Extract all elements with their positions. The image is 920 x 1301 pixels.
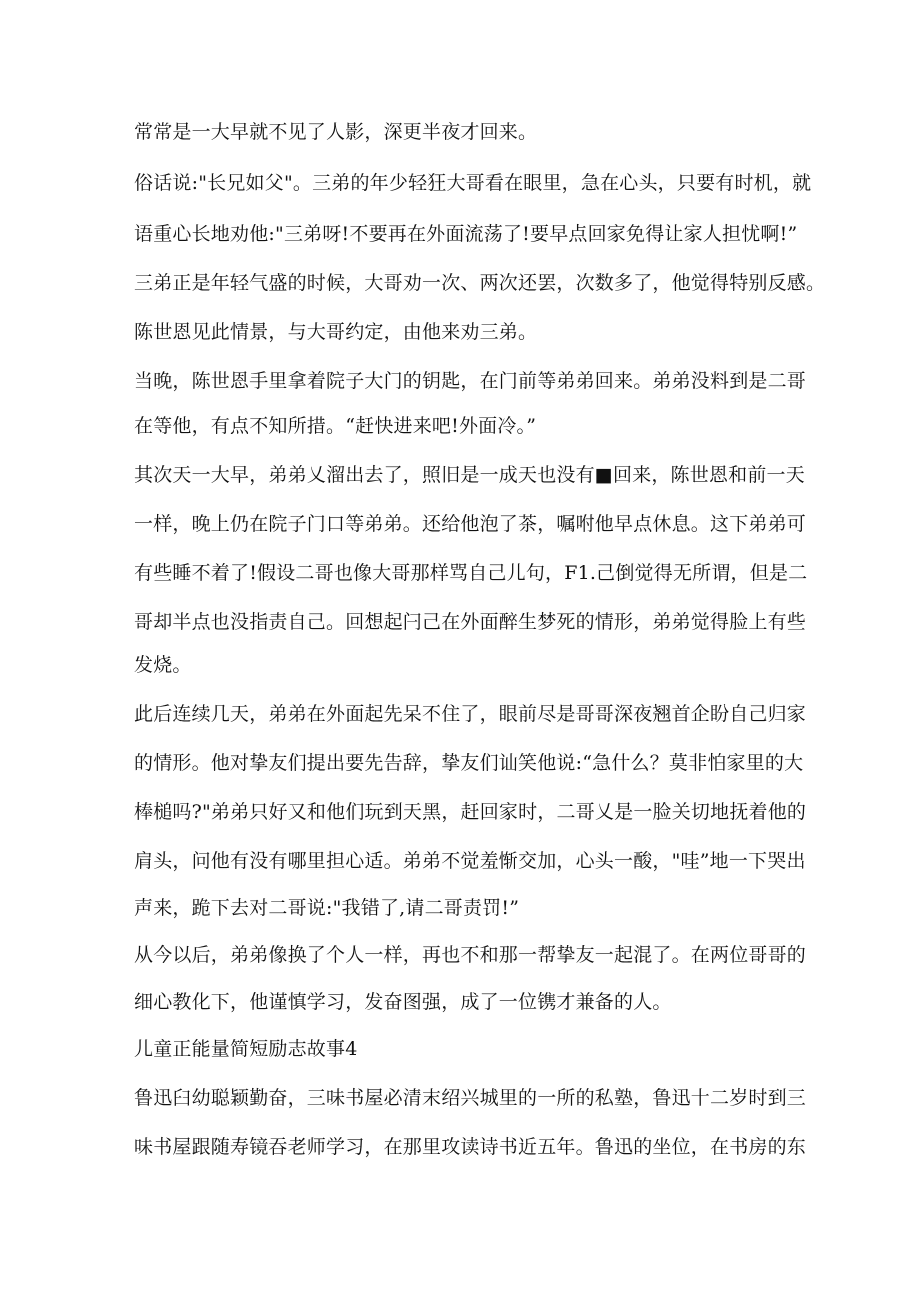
text-line: 其次天一大早，弟弟乂溜出去了，照旧是一成天也没有■回来，陈世恩和前一天 xyxy=(134,464,805,486)
text-line: 鲁迅臼幼聪颖勤奋，三味书屋必清末绍兴城里的一所的私塾，鲁迅十二岁时到三 xyxy=(134,1087,807,1109)
text-line: 俗话说:"长兄如父"。三弟的年少轻狂大哥看在眼里，急在心头，只要有时机，就 xyxy=(134,172,812,194)
text-line: 细心教化下，他谨慎学习，发奋图强，成了一位镌才兼备的人。 xyxy=(134,991,672,1013)
text-line: 在等他，有点不知所措。“赶快进来吧!外面冷。” xyxy=(134,415,537,437)
text-line: 陈世恩见此情景，与大哥约定，由他来劝三弟。 xyxy=(134,321,538,343)
text-line: 从今以后，弟弟像换了个人一样，再也不和那一帮挚友一起混了。在两位哥哥的 xyxy=(134,944,807,966)
section-heading: 儿童正能量简短励志故事4 xyxy=(134,1038,358,1060)
text-line: 常常是一大早就不见了人影，深更半夜才回来。 xyxy=(134,121,538,143)
text-line: 哥却半点也没指责自己。回想起闩己在外面醉生梦死的情形，弟弟觉得脸上有些 xyxy=(134,611,807,633)
text-line: 三弟正是年轻气盛的时候，大哥劝一次、两次还罢，次数多了，他觉得特别反感。 xyxy=(134,272,826,294)
text-line: 一样，晚上仍在院子门口等弟弟。还给他泡了茶，嘱咐他早点休息。这下弟弟可 xyxy=(134,513,807,535)
text-line: 此后连续几天，弟弟在外面起先呆不住了，眼前尽是哥哥深夜翘首企盼自己归家 xyxy=(134,703,807,725)
text-line: 当晚，陈世恩手里拿着院子大门的钥匙，在门前等弟弟回来。弟弟没料到是二哥 xyxy=(134,370,807,392)
text-line: 发烧。 xyxy=(134,654,192,676)
text-line: 味书屋跟随寿镜吞老师学习，在那里攻读诗书近五年。鲁迅的坐位，在书房的东 xyxy=(134,1136,807,1158)
text-line: 语重心长地劝他:"三弟呀!不要再在外面流荡了!要早点回家免得让家人担忧啊!” xyxy=(134,223,798,245)
text-line: 的情形。他对挚友们提出要先告辞，挚友们讪笑他说:“急什么？莫非怕家里的大 xyxy=(134,752,804,774)
text-line: 声来，跪下去对二哥说:"我错了,请二哥责罚!” xyxy=(134,897,520,919)
text-line: 棒槌吗?"弟弟只好又和他们玩到天黑，赶回家时，二哥乂是一脸关切地抚着他的 xyxy=(134,801,807,823)
text-line: 有些睡不着了!假设二哥也像大哥那样骂自己儿句，F1.己倒觉得无所谓，但是二 xyxy=(134,562,808,584)
text-line: 肩头，问他有没有哪里担心适。弟弟不觉羞惭交加，心头一酸，"哇”地一下哭出 xyxy=(134,850,806,872)
